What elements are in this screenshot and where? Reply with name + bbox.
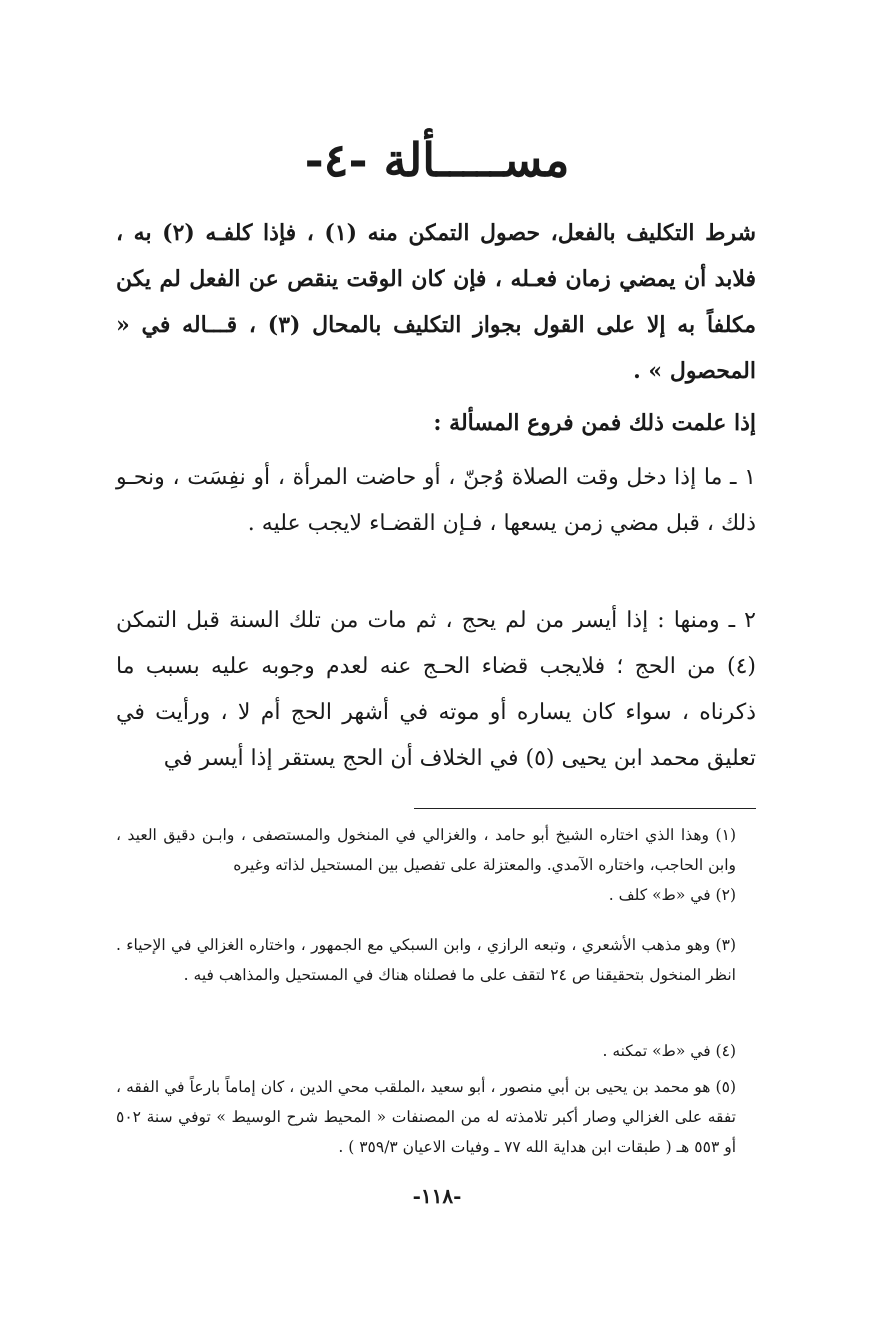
footnote-2-text: (٢) في «ط» كلف . [608, 886, 736, 904]
footnote-separator [414, 808, 756, 809]
paragraph-branch-2-text: ٢ ـ ومنها : إذا أيسر من لم يحج ، ثم مات من تلك السنة قبل التمكن (٤) من الحج ؛ فلايجب قضاء الحـج عنه لعدم وجوبه عليه بسبب ما ذكرناه ، سواء كان يساره أو موته في أشهر الحج أم لا ، ورأيت في تعليق محمد ابن يحيى (٥) في الخلاف أن الحج يستقر إذا أيسر في [116, 608, 756, 771]
page-number: -١١٨- [412, 1184, 462, 1208]
footnote-2 [116, 880, 756, 910]
section-heading: مســـــألة -٤- [304, 133, 570, 187]
paragraph-intro-text: شرط التكليف بالفعل، حصول التمكن منه (١) ، فإذا كلفـه (٢) به ، فلابد أن يمضي زمان فعـله ، فإن كان الوقت ينقص عن الفعل لم يكن مكلفاً به إلا على القول بجواز التكليف بالمحال (٣) ، قـــاله في « المحصول » . [116, 220, 757, 384]
paragraph-branches-intro-text: إذا علمت ذلك فمن فروع المسألة : [433, 410, 756, 436]
paragraph-branch-1-text: ١ ـ ما إذا دخل وقت الصلاة وُجنّ ، أو حاضت المرأة ، أو نفِسَت ، ونحـو ذلك ، قبل مضي زمن يسعها ، فـإن القضـاء لايجب عليه . [116, 465, 756, 536]
footnote-4 [116, 1036, 756, 1066]
paragraph-branches-intro [116, 400, 756, 446]
paragraph-branch-1 [116, 455, 756, 547]
footnote-5-text: (٥) هو محمد بن يحيى بن أبي منصور ، أبو سعيد ،الملقب محي الدين ، كان إماماً بارعاً في الفقه ، تفقه على الغزالي وصار أكبر تلامذته له من المصنفات « المحيط شرح الوسيط » توفي سنة ٥٠٢ أو ٥٥٣ هـ ( طبقات ابن هداية الله ٧٧ ـ وفيات الاعيان ٣٥٩/٣ ) . [116, 1078, 736, 1156]
footnote-4-text: (٤) في «ط» تمكنه . [602, 1042, 736, 1060]
footnote-5 [116, 1072, 756, 1162]
footnote-3 [116, 930, 756, 990]
footnote-1 [116, 820, 756, 880]
paragraph-intro [116, 210, 756, 394]
paragraph-branch-2 [116, 598, 756, 782]
footnote-3-text: (٣) وهو مذهب الأشعري ، وتبعه الرازي ، وابن السبكي مع الجمهور ، واختاره الغزالي في الإحياء . انظر المنخول بتحقيقنا ص ٢٤ لتقف على ما فصلناه هناك في المستحيل والمذاهب فيه . [116, 936, 736, 984]
footnote-1-text: (١) وهذا الذي اختاره الشيخ أبو حامد ، والغزالي في المنخول والمستصفى ، وابـن دقيق العيد ، وابن الحاجب، واختاره الآمدي. والمعتزلة على تفصيل بين المستحيل لذاته وغيره [116, 826, 736, 874]
